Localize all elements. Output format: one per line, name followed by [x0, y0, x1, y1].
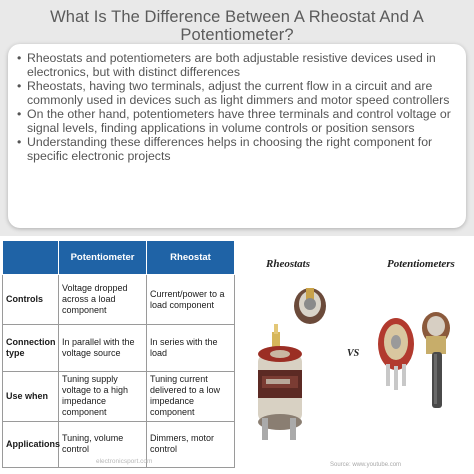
potentiometer-cell: Tuning supply voltage to a high impedance component	[59, 371, 147, 421]
potentiometer-cell: Tuning, volume control	[59, 421, 147, 467]
summary-bullet-list	[17, 52, 461, 164]
row-label: Applications	[3, 421, 59, 467]
row-label: Controls	[3, 275, 59, 325]
table-header-corner	[3, 241, 59, 275]
potentiometer-cell: Voltage dropped across a load component	[59, 275, 147, 325]
row-label: Use when	[3, 371, 59, 421]
comparison-table	[2, 240, 235, 468]
potentiometer-photo	[374, 304, 466, 414]
summary-bullet: • Understanding these differences helps in choosing the right component for specific electronic projects	[17, 136, 461, 163]
vs-label: VS	[347, 348, 360, 359]
rheostat-cell: Current/power to a load component	[147, 275, 235, 325]
rheostats-label: Rheostats	[266, 258, 311, 270]
table-row	[3, 325, 235, 371]
summary-bullet: • On the other hand, potentiometers have three terminals and control voltage or signal levels, finding applications in volume controls or position sensors	[17, 108, 461, 135]
table-row	[3, 371, 235, 421]
potentiometers-label: Potentiometers	[387, 258, 455, 270]
rheostat-photo	[250, 282, 346, 454]
potentiometer-cell: In parallel with the voltage source	[59, 325, 147, 371]
photo-source-caption: Source: www.youtube.com	[330, 462, 402, 468]
summary-bullet: • Rheostats and potentiometers are both adjustable resistive devices used in electronics, but with distinct differences	[17, 52, 461, 79]
rheostat-cell: Dimmers, motor control	[147, 421, 235, 467]
table-watermark: electronicsport.com	[96, 458, 153, 465]
table-header-potentiometer: Potentiometer	[59, 241, 147, 275]
row-label: Connection type	[3, 325, 59, 371]
table-header-row	[3, 241, 235, 275]
summary-bullet: • Rheostats, having two terminals, adjust the current flow in a circuit and are commonly used in devices such as light dimmers and motor speed controllers	[17, 80, 461, 107]
rheostat-cell: Tuning current delivered to a low impedance component	[147, 371, 235, 421]
page-title: What Is The Difference Between A Rheostat And A Potentiometer?	[50, 8, 424, 44]
table-row	[3, 275, 235, 325]
rheostat-cell: In series with the load	[147, 325, 235, 371]
table-header-rheostat: Rheostat	[147, 241, 235, 275]
